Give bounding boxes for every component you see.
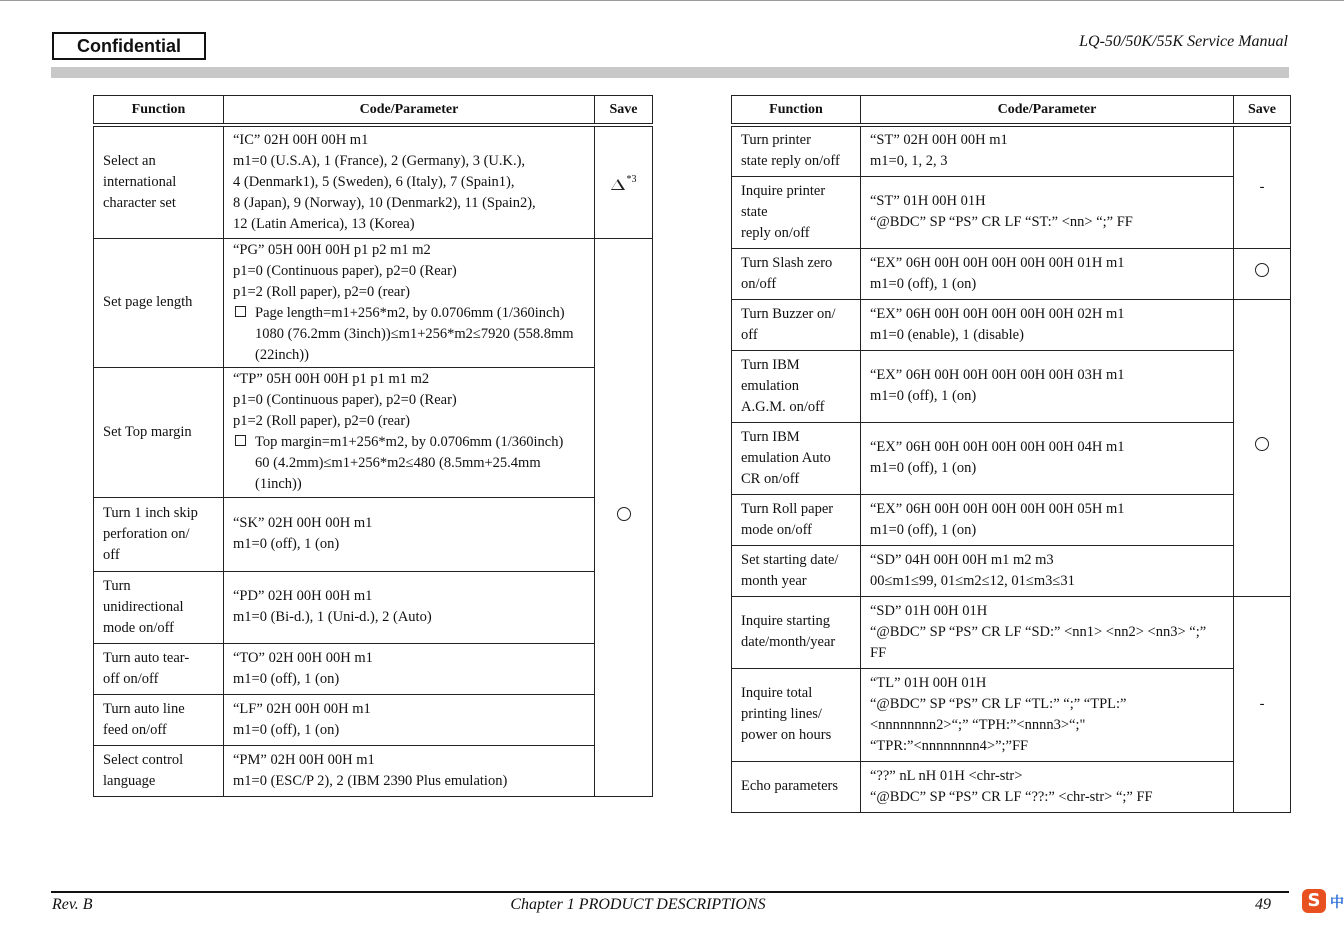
table-row	[732, 422, 1291, 494]
function-cell: Turn Slash zero on/off	[732, 248, 861, 299]
code-header: Code/Parameter	[224, 96, 595, 126]
function-cell: Turn Roll paper mode on/off	[732, 494, 861, 545]
save-header: Save	[595, 96, 653, 126]
chapter-title: Chapter 1 PRODUCT DESCRIPTIONS	[510, 896, 766, 913]
function-cell: Turn Buzzer on/ off	[732, 299, 861, 350]
function-cell: Select control language	[94, 745, 224, 796]
revision-label: Rev. B	[52, 896, 93, 913]
code-cell: “TP” 05H 00H 00H p1 p1 m1 m2 p1=0 (Continuous paper), p2=0 (Rear) p1=2 (Roll paper), p2=0 (rear) Top margin=m1+256*m2, by 0.0706mm (1/360inch) 60 (4.2mm)≤m1+256*m2≤480 (8.5mm+25.4mm (1inch))	[224, 367, 595, 497]
table-row	[94, 694, 653, 745]
top-border-line	[0, 0, 1344, 1]
code-cell: “EX” 06H 00H 00H 00H 00H 00H 02H m1 m1=0 (enable), 1 (disable)	[861, 299, 1234, 350]
code-cell: “EX” 06H 00H 00H 00H 00H 00H 01H m1 m1=0 (off), 1 (on)	[861, 248, 1234, 299]
code-cell: “SD” 04H 00H 00H m1 m2 m3 00≤m1≤99, 01≤m2≤12, 01≤m3≤31	[861, 545, 1234, 596]
circle-icon	[617, 507, 631, 521]
code-cell: “ST” 01H 00H 01H “@BDC” SP “PS” CR LF “ST:” <nn> “;” FF	[861, 176, 1234, 248]
code-cell: “SD” 01H 00H 01H “@BDC” SP “PS” CR LF “SD:” <nn1> <nn2> <nn3> “;” FF	[861, 596, 1234, 668]
header-band	[51, 67, 1289, 78]
function-cell: Set page length	[94, 238, 224, 367]
sogou-logo-icon[interactable]: S	[1302, 889, 1326, 913]
save-cell: -	[1234, 125, 1291, 248]
table-row	[94, 367, 653, 497]
page-number: 49	[1255, 896, 1271, 913]
table-row	[732, 761, 1291, 812]
manual-title: LQ-50/50K/55K Service Manual	[1079, 33, 1288, 50]
function-cell: Turn unidirectional mode on/off	[94, 571, 224, 643]
function-cell: Set Top margin	[94, 367, 224, 497]
table-row	[732, 494, 1291, 545]
function-cell: Turn printer state reply on/off	[732, 125, 861, 176]
circle-icon	[1255, 437, 1269, 451]
code-cell: “PG” 05H 00H 00H p1 p2 m1 m2 p1=0 (Continuous paper), p2=0 (Rear) p1=2 (Roll paper), p2=0 (rear) Page length=m1+256*m2, by 0.0706mm (1/360inch) 1080 (76.2mm (3inch))≤m1+256*m2≤7920 (558.8mm (22inch))	[224, 238, 595, 367]
code-cell: “EX” 06H 00H 00H 00H 00H 00H 05H m1 m1=0 (off), 1 (on)	[861, 494, 1234, 545]
code-cell: “TO” 02H 00H 00H m1 m1=0 (off), 1 (on)	[224, 643, 595, 694]
code-cell: “PD” 02H 00H 00H m1 m1=0 (Bi-d.), 1 (Uni-d.), 2 (Auto)	[224, 571, 595, 643]
code-cell: “EX” 06H 00H 00H 00H 00H 00H 04H m1 m1=0 (off), 1 (on)	[861, 422, 1234, 494]
save-cell	[595, 238, 653, 796]
function-cell: Select an international character set	[94, 125, 224, 238]
footer-rule	[51, 891, 1289, 893]
function-cell: Set starting date/ month year	[732, 545, 861, 596]
table-row	[732, 299, 1291, 350]
table-row	[94, 745, 653, 796]
table-row	[732, 596, 1291, 668]
code-cell: “ST” 02H 00H 00H m1 m1=0, 1, 2, 3	[861, 125, 1234, 176]
code-cell: “TL” 01H 00H 01H “@BDC” SP “PS” CR LF “TL:” “;” “TPL:” <nnnnnnnn2>“;” “TPH:”<nnnn3>“;" “TPR:”<nnnnnnnn4>”;”FF	[861, 668, 1234, 761]
bullet-box-icon	[235, 435, 246, 446]
table-row	[94, 643, 653, 694]
code-cell: “EX” 06H 00H 00H 00H 00H 00H 03H m1 m1=0 (off), 1 (on)	[861, 350, 1234, 422]
table-row	[732, 350, 1291, 422]
circle-icon	[1255, 263, 1269, 277]
function-header: Function	[94, 96, 224, 126]
table-row	[732, 668, 1291, 761]
left-command-table	[93, 95, 653, 797]
table-header-row	[732, 96, 1291, 126]
code-cell: “PM” 02H 00H 00H m1 m1=0 (ESC/P 2), 2 (IBM 2390 Plus emulation)	[224, 745, 595, 796]
right-command-table	[731, 95, 1291, 813]
function-cell: Inquire starting date/month/year	[732, 596, 861, 668]
confidential-underline	[52, 59, 206, 60]
code-cell: “LF” 02H 00H 00H m1 m1=0 (off), 1 (on)	[224, 694, 595, 745]
table-header-row	[94, 96, 653, 126]
table-row	[732, 176, 1291, 248]
triangle-icon	[611, 179, 625, 190]
save-header: Save	[1234, 96, 1291, 126]
table-row	[94, 571, 653, 643]
footnote-ref: *3	[626, 174, 637, 186]
table-row	[94, 497, 653, 571]
function-header: Function	[732, 96, 861, 126]
table-row	[94, 238, 653, 367]
function-cell: Inquire printer state reply on/off	[732, 176, 861, 248]
code-cell: “IC” 02H 00H 00H m1 m1=0 (U.S.A), 1 (France), 2 (Germany), 3 (U.K.), 4 (Denmark1), 5 (Sweden), 6 (Italy), 7 (Spain1), 8 (Japan), 9 (Norway), 10 (Denmark2), 11 (Spain2), 12 (Latin America), 13 (Korea)	[224, 125, 595, 238]
save-cell	[1234, 299, 1291, 596]
save-cell	[1234, 248, 1291, 299]
function-cell: Turn auto line feed on/off	[94, 694, 224, 745]
ime-toolbar[interactable]	[1302, 888, 1344, 916]
function-cell: Echo parameters	[732, 761, 861, 812]
code-cell: “SK” 02H 00H 00H m1 m1=0 (off), 1 (on)	[224, 497, 595, 571]
table-row	[732, 545, 1291, 596]
table-row	[732, 248, 1291, 299]
function-cell: Turn 1 inch skip perforation on/ off	[94, 497, 224, 571]
save-cell: -	[1234, 596, 1291, 812]
code-header: Code/Parameter	[861, 96, 1234, 126]
save-cell	[595, 125, 653, 238]
ime-mode-indicator[interactable]: 中	[1330, 895, 1344, 911]
function-cell: Turn IBM emulation Auto CR on/off	[732, 422, 861, 494]
function-cell: Turn auto tear- off on/off	[94, 643, 224, 694]
function-cell: Turn IBM emulation A.G.M. on/off	[732, 350, 861, 422]
bullet-box-icon	[235, 306, 246, 317]
code-cell: “??” nL nH 01H <chr-str> “@BDC” SP “PS” CR LF “??:” <chr-str> “;” FF	[861, 761, 1234, 812]
function-cell: Inquire total printing lines/ power on hours	[732, 668, 861, 761]
table-row	[94, 125, 653, 238]
table-row	[732, 125, 1291, 176]
confidential-label: Confidential	[52, 32, 206, 60]
